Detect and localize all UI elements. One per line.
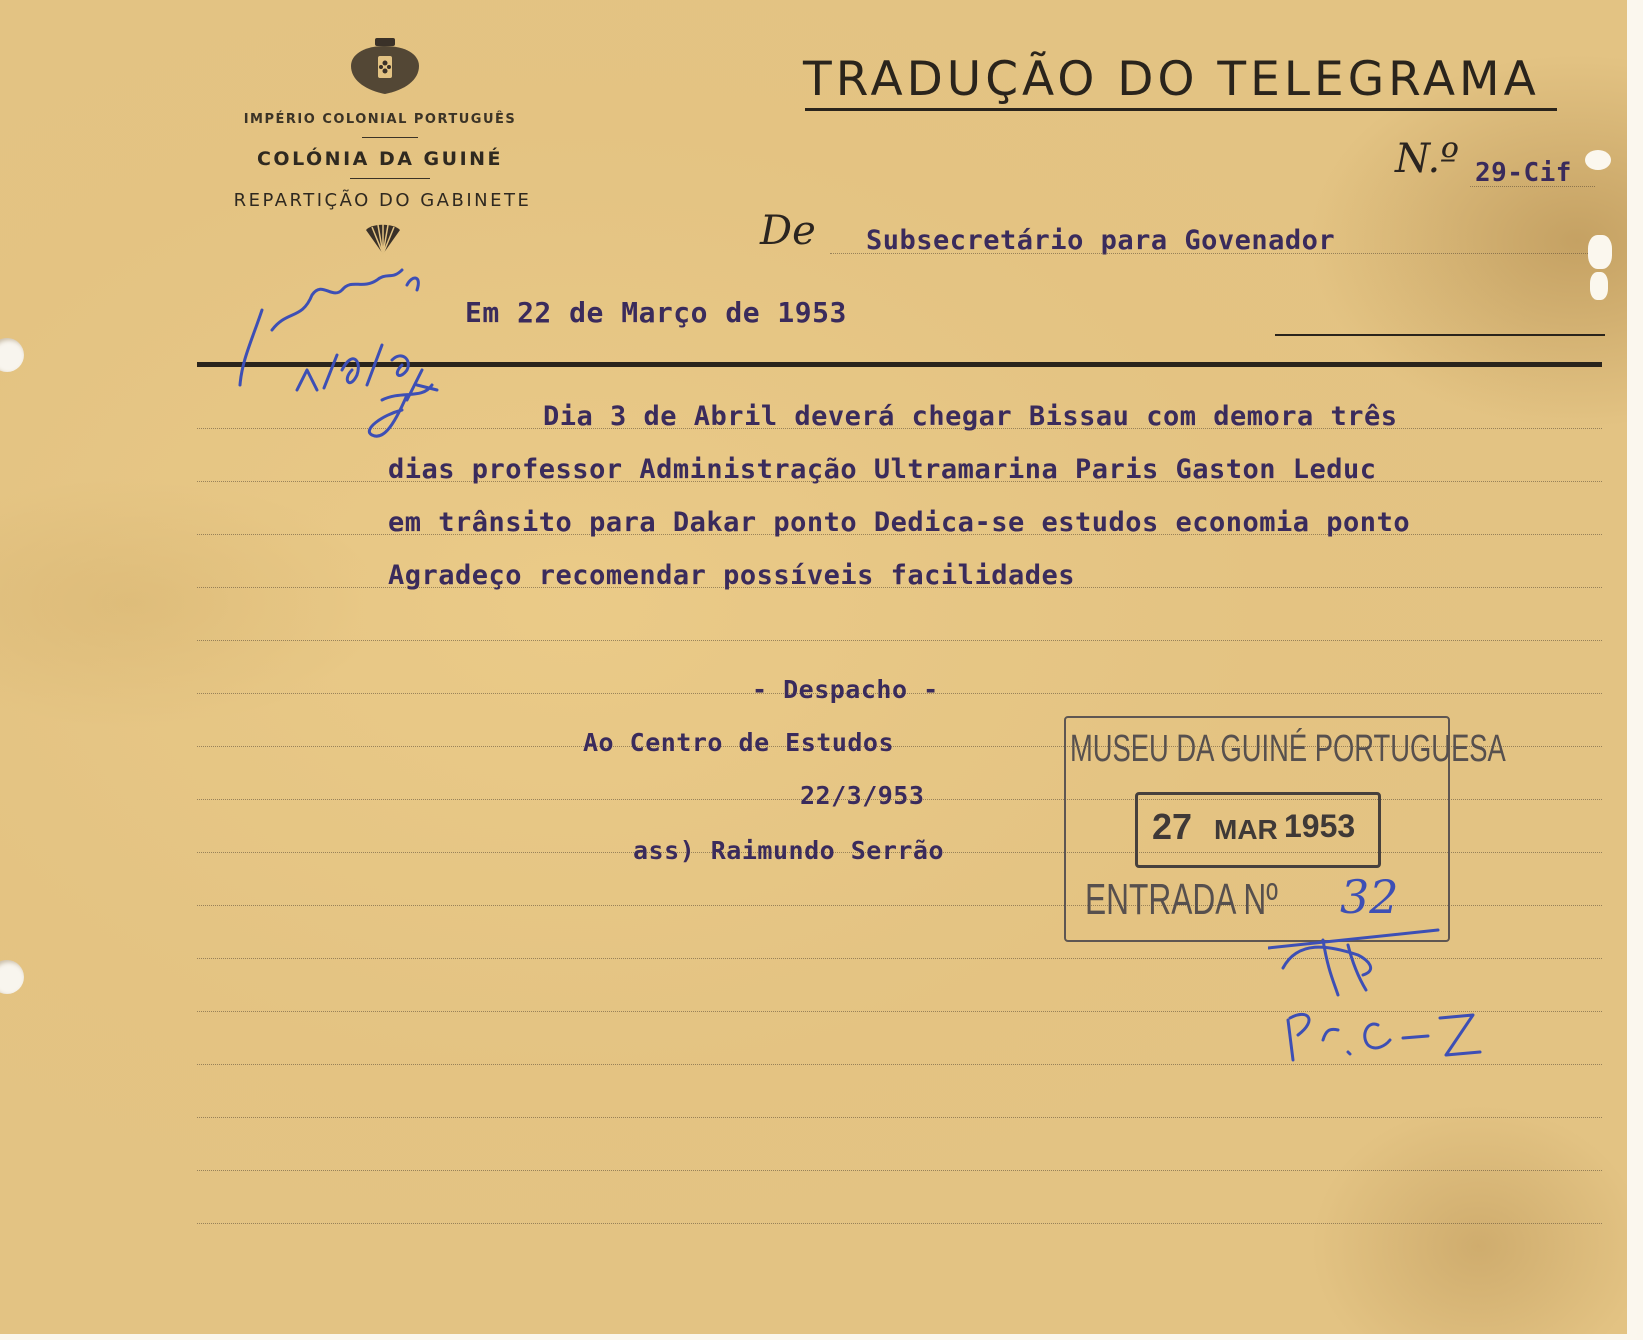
stamp-date-day: 27 (1152, 806, 1193, 847)
ruled-line (197, 640, 1602, 641)
despacho-signature: ass) Raimundo Serrão (633, 836, 945, 865)
stamp-entry-number: 32 (1340, 870, 1399, 924)
date-rule (1275, 334, 1605, 336)
header-department: REPARTIÇÃO DO GABINETE (233, 190, 532, 211)
stamp-date-month: MAR (1214, 814, 1278, 845)
sender-label: De (760, 208, 816, 254)
despacho-date: 22/3/953 (800, 781, 925, 810)
stamp-entry-label: ENTRADA Nº (1085, 875, 1278, 924)
header-empire: IMPÉRIO COLONIAL PORTUGUÊS (243, 112, 517, 127)
ruled-line (197, 1170, 1602, 1171)
paper-edge (1627, 0, 1643, 1340)
body-line-4: Agradeço recomendar possíveis facilidades (388, 560, 1075, 591)
stamp-date-year: 1953 (1284, 808, 1356, 844)
despacho-heading: - Despacho - (752, 675, 939, 704)
handwritten-bottom-note (1268, 900, 1498, 1070)
number-value: 29-Cif (1475, 158, 1572, 188)
paper-tear (1590, 272, 1608, 300)
handwritten-margin-note (232, 250, 492, 450)
ruled-line (197, 1117, 1602, 1118)
body-line-1: Dia 3 de Abril deverá chegar Bissau com demora três (543, 401, 1398, 432)
body-line-2: dias professor Administração Ultramarina Paris Gaston Leduc (388, 454, 1377, 485)
header-divider (362, 137, 418, 138)
sender-dotline (830, 253, 1600, 254)
paper-tear (1585, 150, 1611, 170)
date-line: Em 22 de Março de 1953 (465, 296, 847, 329)
number-label: N.º (1395, 136, 1459, 182)
stamp-museum-name: MUSEU DA GUINÉ PORTUGUESA (1070, 728, 1506, 770)
paper-edge-bottom (0, 1334, 1643, 1340)
coat-of-arms-icon (345, 36, 425, 98)
header-divider (350, 178, 430, 179)
number-dotline (1470, 186, 1595, 187)
despacho-to: Ao Centro de Estudos (583, 728, 895, 757)
paper-tear (1588, 235, 1612, 269)
title-underline (805, 108, 1557, 111)
sender-value: Subsecretário para Govenador (866, 225, 1336, 256)
body-line-3: em trânsito para Dakar ponto Dedica-se estudos economia ponto (388, 507, 1411, 538)
document-title: TRADUÇÃO DO TELEGRAMA (803, 52, 1540, 107)
ruled-line (197, 1223, 1602, 1224)
header-colony: COLÓNIA DA GUINÉ (256, 148, 504, 170)
